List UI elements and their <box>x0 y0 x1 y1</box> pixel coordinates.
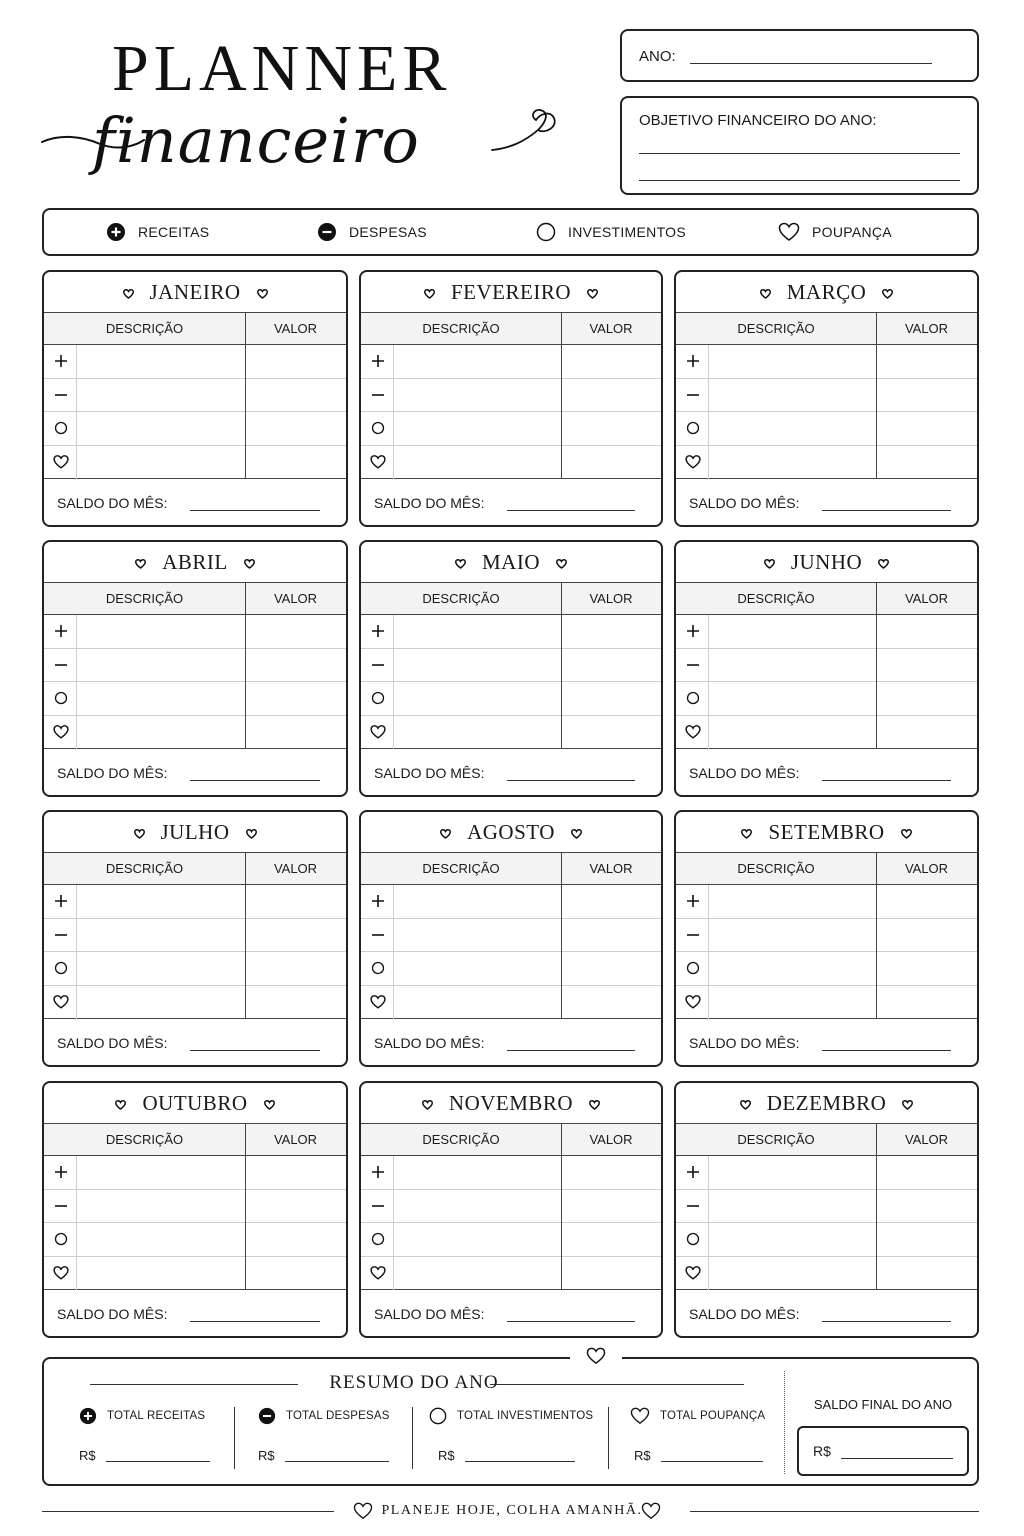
month-balance-label: SALDO DO MÊS: <box>689 1306 800 1322</box>
table-row[interactable] <box>44 682 346 716</box>
minus-icon <box>53 927 69 943</box>
month-name: AGOSTO <box>467 819 555 844</box>
goal-input-line-1[interactable] <box>639 153 960 154</box>
table-row[interactable] <box>361 885 661 919</box>
legend-receitas <box>106 222 209 242</box>
table-row[interactable] <box>676 446 977 480</box>
plus-icon <box>370 893 386 909</box>
month-card <box>42 810 348 1067</box>
entry-rows <box>361 615 661 749</box>
year-input-line[interactable] <box>690 63 932 64</box>
summary-currency: R$ <box>258 1448 275 1463</box>
table-row[interactable] <box>44 615 346 649</box>
table-row[interactable] <box>676 1223 977 1257</box>
goal-label: OBJETIVO FINANCEIRO DO ANO: <box>639 112 877 129</box>
minus-icon <box>370 1198 386 1214</box>
circle-outline-icon <box>53 690 69 706</box>
heart-small-icon <box>764 550 775 575</box>
month-balance-label: SALDO DO MÊS: <box>57 1306 168 1322</box>
table-row[interactable] <box>44 952 346 986</box>
description-header: DESCRIÇÃO <box>422 1132 500 1147</box>
month-balance-input-line[interactable] <box>190 780 320 781</box>
month-name: DEZEMBRO <box>766 1090 887 1115</box>
month-card <box>42 270 348 527</box>
table-row[interactable] <box>361 1190 661 1224</box>
month-balance-input-line[interactable] <box>507 780 635 781</box>
minus-icon <box>685 1198 701 1214</box>
table-header <box>361 583 661 615</box>
legend-label: POUPANÇA <box>812 224 892 240</box>
heart-outline-icon <box>370 724 386 740</box>
heart-small-icon <box>741 820 752 845</box>
description-header: DESCRIÇÃO <box>422 591 500 606</box>
table-header <box>44 583 346 615</box>
heart-outline-icon <box>630 1407 650 1425</box>
month-header <box>361 812 661 853</box>
summary-item-despesas <box>258 1407 390 1425</box>
legend-label: RECEITAS <box>138 224 210 240</box>
summary-item-receitas <box>79 1407 205 1425</box>
description-header: DESCRIÇÃO <box>105 591 184 606</box>
heart-small-icon <box>123 280 134 305</box>
heart-small-icon <box>424 280 435 305</box>
month-card <box>359 270 663 527</box>
month-card <box>42 1081 348 1338</box>
month-balance-input-line[interactable] <box>507 510 635 511</box>
month-header <box>676 542 977 583</box>
minus-circle-filled-icon <box>317 222 337 242</box>
table-header <box>676 1124 977 1156</box>
heart-outline-icon <box>685 994 701 1010</box>
month-balance-input-line[interactable] <box>190 1050 320 1051</box>
summary-despesas-input-line[interactable] <box>285 1461 389 1462</box>
month-balance-input-line[interactable] <box>822 510 951 511</box>
month-card <box>674 540 979 797</box>
plus-icon <box>370 1164 386 1180</box>
description-header: DESCRIÇÃO <box>422 861 500 876</box>
description-header: DESCRIÇÃO <box>737 1132 815 1147</box>
description-header: DESCRIÇÃO <box>737 861 815 876</box>
plus-icon <box>685 1164 701 1180</box>
heart-small-icon <box>878 550 889 575</box>
table-row[interactable] <box>676 649 977 683</box>
month-balance-label: SALDO DO MÊS: <box>374 765 485 781</box>
table-row[interactable] <box>676 1257 977 1291</box>
circle-outline-icon <box>53 960 69 976</box>
month-balance-input-line[interactable] <box>507 1321 635 1322</box>
value-header: VALOR <box>589 1132 633 1147</box>
month-name: MARÇO <box>786 279 867 304</box>
value-header: VALOR <box>273 321 318 336</box>
summary-poupanca-input-line[interactable] <box>661 1461 763 1462</box>
table-row[interactable] <box>361 1257 661 1291</box>
month-name: OUTUBRO <box>142 1090 248 1115</box>
table-row[interactable] <box>361 952 661 986</box>
description-header: DESCRIÇÃO <box>105 1132 184 1147</box>
table-row[interactable] <box>44 1190 346 1224</box>
table-row[interactable] <box>676 919 977 953</box>
month-balance-label: SALDO DO MÊS: <box>374 495 485 511</box>
value-header: VALOR <box>904 861 949 876</box>
month-name: JANEIRO <box>149 279 241 304</box>
value-header: VALOR <box>273 861 318 876</box>
circle-outline-icon <box>536 222 556 242</box>
month-name: MAIO <box>482 549 540 574</box>
table-row[interactable] <box>44 716 346 750</box>
month-card <box>359 1081 663 1338</box>
heart-outline-icon <box>370 1265 386 1281</box>
table-header <box>44 1124 346 1156</box>
table-row[interactable] <box>676 682 977 716</box>
title-script-financeiro <box>40 90 570 205</box>
title-script-text: financeiro <box>92 104 420 177</box>
year-box <box>620 29 979 82</box>
month-header <box>44 812 346 853</box>
month-card <box>359 540 663 797</box>
summary-item-label: TOTAL RECEITAS <box>107 1410 206 1422</box>
table-row[interactable] <box>361 412 661 446</box>
heart-small-icon <box>901 820 912 845</box>
legend-investimentos <box>536 222 686 242</box>
heart-small-icon <box>422 1091 433 1116</box>
table-header <box>361 853 661 885</box>
planner-title <box>40 30 580 205</box>
table-header <box>676 853 977 885</box>
summary-title: RESUMO DO ANO <box>329 1372 499 1393</box>
heart-small-icon <box>455 550 466 575</box>
title-planner-text: PLANNER <box>112 32 452 105</box>
value-header: VALOR <box>904 321 949 336</box>
month-balance-label: SALDO DO MÊS: <box>374 1306 485 1322</box>
legend-bar <box>42 208 979 256</box>
table-row[interactable] <box>361 1156 661 1190</box>
entry-rows <box>361 345 661 479</box>
summary-item-label: TOTAL INVESTIMENTOS <box>457 1410 594 1422</box>
goal-input-line-2[interactable] <box>639 180 960 181</box>
plus-icon <box>53 353 69 369</box>
month-header <box>44 272 346 313</box>
description-header: DESCRIÇÃO <box>737 321 815 336</box>
heart-small-icon <box>589 1091 600 1116</box>
month-header <box>44 1083 346 1124</box>
value-header: VALOR <box>589 861 633 876</box>
circle-outline-icon <box>685 960 701 976</box>
summary-item-label: TOTAL POUPANÇA <box>660 1410 766 1422</box>
table-row[interactable] <box>44 649 346 683</box>
value-header: VALOR <box>273 591 318 606</box>
plus-icon <box>53 893 69 909</box>
table-row[interactable] <box>44 379 346 413</box>
plus-icon <box>685 623 701 639</box>
table-header <box>676 313 977 345</box>
table-row[interactable] <box>361 919 661 953</box>
heart-outline-icon <box>53 1265 69 1281</box>
final-balance-label: SALDO FINAL DO ANO <box>813 1397 953 1412</box>
heart-small-icon <box>571 820 582 845</box>
table-row[interactable] <box>676 1190 977 1224</box>
heart-outline-icon <box>778 222 800 242</box>
month-header <box>676 272 977 313</box>
entry-rows <box>44 345 346 479</box>
table-header <box>676 583 977 615</box>
month-balance-label: SALDO DO MÊS: <box>689 1035 800 1051</box>
month-name: JULHO <box>160 819 230 844</box>
table-row[interactable] <box>361 615 661 649</box>
month-header <box>361 272 661 313</box>
value-header: VALOR <box>904 591 949 606</box>
minus-icon <box>370 657 386 673</box>
heart-outline-icon <box>370 454 386 470</box>
month-name: NOVEMBRO <box>448 1090 574 1115</box>
minus-icon <box>685 387 701 403</box>
month-balance-label: SALDO DO MÊS: <box>57 1035 168 1051</box>
heart-small-icon <box>135 550 146 575</box>
month-balance-label: SALDO DO MÊS: <box>57 765 168 781</box>
month-header <box>44 542 346 583</box>
minus-icon <box>53 387 69 403</box>
heart-small-icon <box>440 820 451 845</box>
summary-currency: R$ <box>634 1448 651 1463</box>
legend-label: INVESTIMENTOS <box>568 224 686 240</box>
circle-outline-icon <box>370 1231 386 1247</box>
month-balance-input-line[interactable] <box>190 510 320 511</box>
heart-small-icon <box>264 1091 275 1116</box>
entry-rows <box>44 615 346 749</box>
month-header <box>676 1083 977 1124</box>
summary-receitas-input-line[interactable] <box>106 1461 210 1462</box>
minus-icon <box>53 1198 69 1214</box>
value-header: VALOR <box>589 321 633 336</box>
table-row[interactable] <box>676 885 977 919</box>
month-name: FEVEREIRO <box>451 279 571 304</box>
heart-small-icon <box>760 280 771 305</box>
summary-item-label: TOTAL DESPESAS <box>286 1410 390 1422</box>
legend-poupanca <box>778 222 892 242</box>
entry-rows <box>44 885 346 1019</box>
description-header: DESCRIÇÃO <box>737 591 815 606</box>
circle-outline-icon <box>53 420 69 436</box>
table-row[interactable] <box>361 345 661 379</box>
heart-outline-icon <box>685 1265 701 1281</box>
plus-icon <box>685 353 701 369</box>
table-row[interactable] <box>676 615 977 649</box>
month-card <box>359 810 663 1067</box>
month-card <box>42 540 348 797</box>
table-row[interactable] <box>676 952 977 986</box>
month-name: JUNHO <box>790 549 863 574</box>
plus-icon <box>53 1164 69 1180</box>
table-row[interactable] <box>361 379 661 413</box>
goal-box <box>620 96 979 195</box>
heart-outline-icon <box>370 994 386 1010</box>
year-summary <box>42 1357 979 1486</box>
value-header: VALOR <box>904 1132 949 1147</box>
heart-small-icon <box>115 1091 126 1116</box>
table-row[interactable] <box>676 345 977 379</box>
entry-rows <box>361 885 661 1019</box>
summary-currency: R$ <box>438 1448 455 1463</box>
heart-small-icon <box>902 1091 913 1116</box>
circle-outline-icon <box>429 1407 447 1425</box>
value-header: VALOR <box>273 1132 318 1147</box>
entry-rows <box>676 885 977 1019</box>
month-card <box>674 810 979 1067</box>
table-row[interactable] <box>44 1223 346 1257</box>
table-row[interactable] <box>44 446 346 480</box>
table-row[interactable] <box>44 1156 346 1190</box>
month-card <box>674 1081 979 1338</box>
table-row[interactable] <box>361 986 661 1020</box>
summary-investimentos-input-line[interactable] <box>465 1461 575 1462</box>
month-balance-label: SALDO DO MÊS: <box>689 765 800 781</box>
month-balance-input-line[interactable] <box>507 1050 635 1051</box>
heart-outline-icon <box>641 1502 661 1520</box>
entry-rows <box>676 1156 977 1290</box>
month-header <box>676 812 977 853</box>
month-balance-input-line[interactable] <box>822 1321 951 1322</box>
legend-label: DESPESAS <box>349 224 427 240</box>
description-header: DESCRIÇÃO <box>105 861 184 876</box>
table-row[interactable] <box>361 682 661 716</box>
plus-circle-filled-icon <box>79 1407 97 1425</box>
summary-item-investimentos <box>429 1407 593 1425</box>
entry-rows <box>676 615 977 749</box>
month-balance-label: SALDO DO MÊS: <box>374 1035 485 1051</box>
month-balance-label: SALDO DO MÊS: <box>689 495 800 511</box>
circle-outline-icon <box>370 420 386 436</box>
table-row[interactable] <box>44 885 346 919</box>
heart-outline-icon <box>53 454 69 470</box>
table-row[interactable] <box>44 919 346 953</box>
heart-small-icon <box>246 820 257 845</box>
final-balance-box <box>797 1426 969 1476</box>
footer-slogan: PLANEJE HOJE, COLHA AMANHÃ. <box>381 1503 643 1518</box>
table-row[interactable] <box>44 412 346 446</box>
heart-outline-icon <box>586 1347 606 1365</box>
month-balance-input-line[interactable] <box>822 780 951 781</box>
heart-small-icon <box>244 550 255 575</box>
minus-icon <box>370 927 386 943</box>
circle-outline-icon <box>370 690 386 706</box>
year-label: ANO: <box>639 48 676 65</box>
entry-rows <box>361 1156 661 1290</box>
circle-outline-icon <box>685 420 701 436</box>
heart-small-icon <box>882 280 893 305</box>
month-balance-label: SALDO DO MÊS: <box>57 495 168 511</box>
table-row[interactable] <box>676 379 977 413</box>
plus-icon <box>370 353 386 369</box>
table-row[interactable] <box>361 716 661 750</box>
summary-item-poupanca <box>630 1407 765 1425</box>
table-header <box>44 853 346 885</box>
heart-small-icon <box>134 820 145 845</box>
value-header: VALOR <box>589 591 633 606</box>
heart-outline-icon <box>685 454 701 470</box>
table-row[interactable] <box>361 446 661 480</box>
legend-despesas <box>317 222 427 242</box>
table-row[interactable] <box>676 412 977 446</box>
month-balance-input-line[interactable] <box>190 1321 320 1322</box>
table-row[interactable] <box>44 1257 346 1291</box>
minus-icon <box>685 927 701 943</box>
table-row[interactable] <box>676 716 977 750</box>
description-header: DESCRIÇÃO <box>422 321 500 336</box>
plus-icon <box>685 893 701 909</box>
heart-small-icon <box>587 280 598 305</box>
heart-small-icon <box>740 1091 751 1116</box>
month-header <box>361 542 661 583</box>
month-name: SETEMBRO <box>768 819 885 844</box>
month-balance-input-line[interactable] <box>822 1050 951 1051</box>
heart-outline-icon <box>53 994 69 1010</box>
description-header: DESCRIÇÃO <box>105 321 184 336</box>
minus-icon <box>53 657 69 673</box>
summary-currency: R$ <box>79 1448 96 1463</box>
table-header <box>44 313 346 345</box>
plus-icon <box>370 623 386 639</box>
table-row[interactable] <box>44 345 346 379</box>
circle-outline-icon <box>370 960 386 976</box>
month-card <box>674 270 979 527</box>
plus-icon <box>53 623 69 639</box>
circle-outline-icon <box>685 1231 701 1247</box>
heart-outline-icon <box>53 724 69 740</box>
minus-circle-filled-icon <box>258 1407 276 1425</box>
minus-icon <box>685 657 701 673</box>
month-header <box>361 1083 661 1124</box>
entry-rows <box>44 1156 346 1290</box>
heart-small-icon <box>257 280 268 305</box>
table-row[interactable] <box>676 986 977 1020</box>
final-balance-currency: R$ <box>813 1443 831 1459</box>
table-row[interactable] <box>44 986 346 1020</box>
plus-circle-filled-icon <box>106 222 126 242</box>
heart-small-icon <box>556 550 567 575</box>
table-header <box>361 1124 661 1156</box>
table-row[interactable] <box>361 1223 661 1257</box>
entry-rows <box>676 345 977 479</box>
table-row[interactable] <box>676 1156 977 1190</box>
minus-icon <box>370 387 386 403</box>
table-header <box>361 313 661 345</box>
table-row[interactable] <box>361 649 661 683</box>
final-balance-input-line[interactable] <box>841 1458 953 1459</box>
circle-outline-icon <box>53 1231 69 1247</box>
heart-outline-icon <box>685 724 701 740</box>
circle-outline-icon <box>685 690 701 706</box>
month-name: ABRIL <box>162 549 228 574</box>
